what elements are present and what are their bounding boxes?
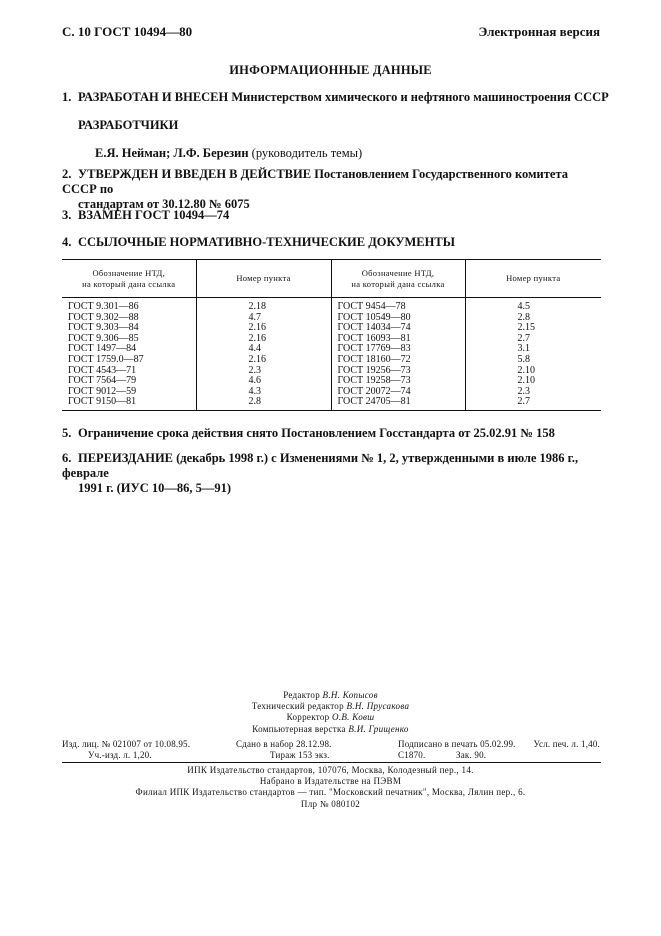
cell-ntd-designation: ГОСТ 9.301—86 xyxy=(68,301,139,312)
credit-line: Компьютерная верстка В.И. Грищенко xyxy=(252,723,409,734)
developers-line xyxy=(95,146,362,161)
imprint-print-sheets: Усл. печ. л. 1,40. xyxy=(533,739,600,749)
section-4 xyxy=(62,235,455,250)
cell-ntd-designation: ГОСТ 9012—59 xyxy=(68,385,137,397)
credit-line: Редактор В.Н. Копысов xyxy=(283,690,378,700)
section-2 xyxy=(62,167,602,212)
section-1-lead: РАЗРАБОТАН И ВНЕСЕН xyxy=(78,90,229,104)
cell-item-number: 2.15 xyxy=(465,323,601,334)
cell-ntd-designation: ГОСТ 14034—74 xyxy=(331,323,465,334)
cell-item-number: 2.7 xyxy=(465,397,601,410)
cell-ntd-designation: ГОСТ 9454—78 xyxy=(331,298,465,313)
credit-line: Технический редактор В.Н. Прусакова xyxy=(251,701,410,712)
imprint-divider xyxy=(62,762,601,763)
section-2-lead: УТВЕРЖДЕН И ВВЕДЕН В ДЕЙСТВИЕ xyxy=(78,167,312,181)
table-row xyxy=(62,355,601,366)
cell-item-number: 4.5 xyxy=(465,298,601,313)
cell-item-number: 2.8 xyxy=(465,313,601,324)
imprint-order: Зак. 90. xyxy=(456,750,487,760)
section-4-text: ССЫЛОЧНЫЕ НОРМАТИВНО-ТЕХНИЧЕСКИЕ ДОКУМЕНТЫ xyxy=(78,235,455,249)
section-1-number: 1. xyxy=(62,90,72,104)
table-header-row xyxy=(62,260,601,298)
cell-ntd-designation: ГОСТ 4543—71 xyxy=(68,364,137,376)
cell-ntd-designation: ГОСТ 16093—81 xyxy=(331,334,465,345)
cell-item-number: 4.7 xyxy=(196,313,331,324)
cell-item-number: 2.10 xyxy=(465,376,601,387)
cell-ntd-designation: ГОСТ 18160—72 xyxy=(331,355,465,366)
cell-ntd-designation: ГОСТ 10549—80 xyxy=(331,313,465,324)
imprint-pub-sheets: Уч.-изд. л. 1,20. xyxy=(88,750,152,760)
imprint-circulation: Тираж 153 экз. xyxy=(270,750,330,760)
imprint-code: С1870. xyxy=(398,750,426,760)
section-5-number: 5. xyxy=(62,426,72,440)
cell-item-number: 2.10 xyxy=(465,366,601,377)
section-6-number: 6. xyxy=(62,451,72,465)
section-3-number: 3. xyxy=(62,208,72,222)
section-6 xyxy=(62,451,602,496)
section-5-text: Ограничение срока действия снято Постановлением Госстандарта от 25.02.91 № 158 xyxy=(78,426,555,440)
imprint-print-date: Подписано в печать 05.02.99. xyxy=(398,739,516,749)
imprint-typeset-date: Сдано в набор 28.12.98. xyxy=(236,739,332,749)
cell-ntd-designation: ГОСТ 17769—83 xyxy=(331,344,465,355)
cell-item-number: 2.7 xyxy=(465,334,601,345)
section-5 xyxy=(62,426,555,441)
cell-item-number: 2.3 xyxy=(465,387,601,398)
page-title: ИНФОРМАЦИОННЫЕ ДАННЫЕ xyxy=(229,63,432,77)
section-6-line1: (декабрь 1998 г.) с Изменениями № 1, 2, утвержденными в июле 1986 г., феврале xyxy=(62,451,579,480)
section-6-line2: 1991 г. (ИУС 10—86, 5—91) xyxy=(78,481,232,495)
cell-ntd-designation: ГОСТ 1497—84 xyxy=(68,343,137,355)
publisher-line: Филиал ИПК Издательство стандартов — тип. "Московский печатник", Москва, Лялин пер., 6. xyxy=(135,787,526,798)
section-2-number: 2. xyxy=(62,167,72,181)
cell-item-number: 2.3 xyxy=(196,366,331,377)
cell-ntd-designation: ГОСТ 24705—81 xyxy=(331,397,465,410)
publisher-line: Плр № 080102 xyxy=(300,798,361,809)
cell-ntd-designation: ГОСТ 9.302—88 xyxy=(68,311,139,323)
cell-ntd-designation: ГОСТ 19256—73 xyxy=(331,366,465,377)
imprint-license: Изд. лиц. № 021007 от 10.08.95. xyxy=(62,739,191,749)
reference-documents-table xyxy=(62,259,601,411)
column-header-item: Номер пункта xyxy=(465,260,601,298)
cell-item-number: 2.8 xyxy=(196,397,331,410)
cell-item-number: 3.1 xyxy=(465,344,601,355)
column-header-item: Номер пункта xyxy=(196,260,331,298)
developers-role: (руководитель темы) xyxy=(248,146,363,160)
page-header-left: С. 10 ГОСТ 10494—80 xyxy=(62,24,193,39)
section-1-text: Министерством химического и нефтяного машиностроения СССР xyxy=(228,90,609,104)
cell-item-number: 4.3 xyxy=(196,387,331,398)
developers-heading: РАЗРАБОТЧИКИ xyxy=(78,118,179,132)
cell-ntd-designation: ГОСТ 1759.0—87 xyxy=(68,353,144,365)
cell-item-number: 4.6 xyxy=(196,376,331,387)
cell-ntd-designation: ГОСТ 19258—73 xyxy=(331,376,465,387)
page-header-right: Электронная версия xyxy=(478,24,600,39)
developers-names: Е.Я. Нейман; Л.Ф. Березин xyxy=(95,146,249,160)
section-3-text: ВЗАМЕН ГОСТ 10494—74 xyxy=(78,208,230,222)
section-4-number: 4. xyxy=(62,235,72,249)
publisher-line: ИПК Издательство стандартов, 107076, Москва, Колодезный пер., 14. xyxy=(187,765,474,775)
section-6-lead: ПЕРЕИЗДАНИЕ xyxy=(78,451,174,465)
section-1 xyxy=(62,90,609,105)
cell-item-number: 5.8 xyxy=(465,355,601,366)
editorial-credits xyxy=(0,690,661,735)
publisher-info xyxy=(0,765,661,810)
cell-ntd-designation: ГОСТ 9.306—85 xyxy=(68,332,139,344)
section-2-line2: стандартам от 30.12.80 № 6075 xyxy=(78,197,250,211)
cell-ntd-designation: ГОСТ 20072—74 xyxy=(331,387,465,398)
cell-ntd-designation: ГОСТ 9.303—84 xyxy=(68,322,139,334)
section-2-line1: Постановлением Государственного комитета СССР по xyxy=(62,167,568,196)
cell-item-number: 2.16 xyxy=(196,334,331,345)
column-header-ntd: Обозначение НТД, на который дана ссылка xyxy=(331,260,465,298)
cell-item-number: 2.18 xyxy=(196,298,331,313)
table-row xyxy=(62,397,601,410)
credit-line: Корректор О.В. Ковш xyxy=(286,712,375,723)
cell-item-number: 2.16 xyxy=(196,355,331,366)
table-row xyxy=(62,298,601,313)
publisher-line: Набрано в Издательстве на ПЭВМ xyxy=(259,776,402,787)
cell-item-number: 4.4 xyxy=(196,344,331,355)
section-3 xyxy=(62,208,229,223)
column-header-ntd: Обозначение НТД, на который дана ссылка xyxy=(62,260,196,298)
cell-ntd-designation: ГОСТ 9150—81 xyxy=(62,397,196,410)
cell-item-number: 2.16 xyxy=(196,323,331,334)
cell-ntd-designation: ГОСТ 7564—79 xyxy=(68,375,137,387)
